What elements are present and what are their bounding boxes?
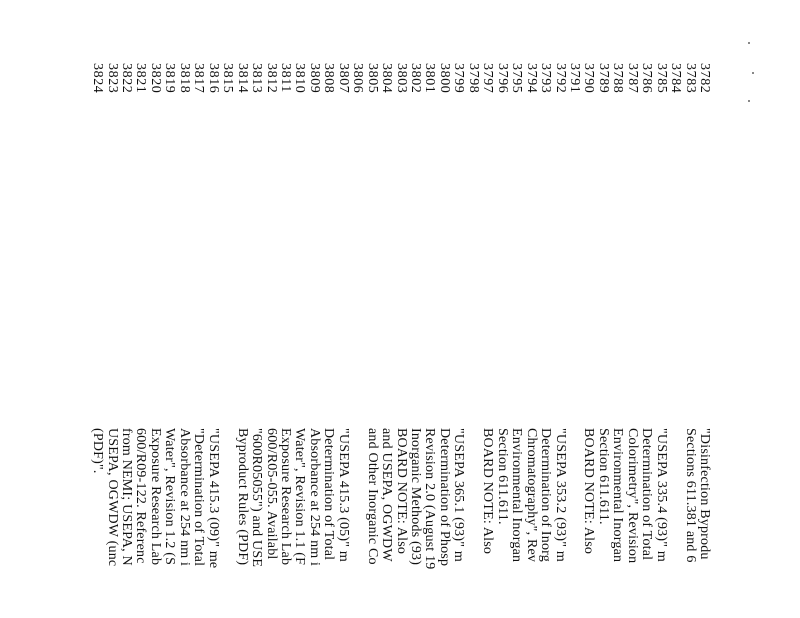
scan-speck — [752, 72, 754, 74]
text-line: Chromatography", Rev — [523, 428, 539, 563]
text-line: 600/R09-122. Referenc — [133, 428, 149, 564]
line-number: 3804 — [379, 63, 395, 94]
line-number: 3823 — [104, 63, 120, 94]
line-number: 3784 — [668, 63, 684, 94]
text-line: Environmental Inorgan — [509, 428, 525, 563]
line-number: 3801 — [422, 63, 438, 94]
line-number: 3808 — [321, 63, 337, 94]
text-line: "USEPA 365.1 (93)" m — [451, 428, 467, 562]
text-line: and USEPA, OGWDW — [379, 428, 395, 562]
text-line: Absorbance at 254 nm i — [176, 428, 192, 567]
text-line: "USEPA 353.2 (93)" m — [552, 428, 568, 562]
scan-speck — [748, 42, 750, 44]
line-number: 3809 — [306, 63, 322, 94]
line-number: 3818 — [176, 63, 192, 94]
line-number: 3821 — [133, 63, 149, 94]
text-line: Determination of Inorg — [538, 428, 554, 562]
line-number: 3824 — [90, 63, 106, 94]
line-number: 3794 — [523, 63, 539, 94]
line-number: 3782 — [697, 63, 712, 94]
text-line: "600R05055") and USE — [249, 428, 265, 568]
line-number: 3795 — [509, 63, 525, 94]
line-number: 3813 — [249, 63, 265, 94]
line-number: 3800 — [436, 63, 452, 94]
line-number: 3806 — [350, 63, 366, 94]
text-line: 600/R05-055. Availabl — [263, 428, 279, 560]
text-line: Determination of Total — [639, 428, 655, 561]
line-number: 3790 — [581, 63, 597, 94]
text-line: Byproduct Rules (PDF) — [234, 428, 250, 566]
line-number: 3817 — [191, 63, 207, 94]
text-line: (PDF)". — [90, 428, 106, 474]
line-number: 3793 — [538, 63, 554, 94]
text-line: Determination of Phosp — [436, 428, 452, 567]
text-line: "Disinfection Byprodu — [697, 428, 712, 560]
text-line: and Other Inorganic Co — [364, 428, 380, 565]
line-number: 3797 — [480, 63, 496, 94]
scan-speck — [748, 100, 750, 102]
text-line: from NEMI; USEPA, N — [119, 428, 134, 566]
text-line: "Determination of Total — [191, 428, 207, 567]
line-number: 3812 — [263, 63, 279, 94]
text-line: Sections 611.381 and 6 — [682, 428, 698, 563]
text-line: BOARD NOTE: Also — [480, 428, 496, 555]
text-line: "USEPA 335.4 (93)" m — [653, 428, 669, 562]
line-number: 3802 — [408, 63, 423, 94]
line-number: 3816 — [205, 63, 221, 94]
line-number: 3786 — [639, 63, 655, 94]
text-line: Environmental Inorgan — [610, 428, 626, 563]
line-number: 3805 — [364, 63, 380, 94]
text-line: Colorimetry", Revision — [624, 428, 640, 564]
line-number: 3792 — [552, 63, 568, 94]
text-line: BOARD NOTE: Also — [393, 428, 409, 555]
line-number: 3810 — [292, 63, 308, 94]
line-number: 3787 — [624, 63, 640, 94]
text-line: "USEPA 415.3 (09)" me — [205, 428, 221, 569]
line-number: 3785 — [653, 63, 669, 94]
line-number: 3783 — [682, 63, 698, 94]
line-number: 3807 — [335, 63, 351, 94]
text-line: Exposure Research Lab — [147, 428, 163, 566]
text-line: BOARD NOTE: Also — [581, 428, 597, 555]
line-number: 3815 — [220, 63, 236, 94]
text-line: USEPA, OGWDW (unc — [104, 428, 120, 567]
line-number: 3819 — [162, 63, 178, 94]
line-number: 3788 — [610, 63, 626, 94]
text-line: Determination of Total — [321, 428, 337, 561]
text-line: Section 611.611. — [494, 428, 510, 525]
line-number: 3796 — [494, 63, 510, 94]
text-line: Water", Revision 1.1 (F — [292, 428, 308, 566]
text-line: Inorganic Methods (93) — [408, 428, 423, 566]
text-line: Section 611.611. — [595, 428, 611, 525]
text-line: Absorbance at 254 nm i — [306, 428, 322, 567]
line-number: 3811 — [277, 63, 293, 93]
line-number: 3789 — [595, 63, 611, 94]
line-number: 3799 — [451, 63, 467, 94]
line-number: 3822 — [119, 63, 134, 94]
text-line: Revision 2.0 (August 19 — [422, 428, 438, 570]
line-number: 3791 — [566, 63, 582, 94]
text-line: Water", Revision 1.2 (S — [162, 428, 178, 566]
line-number: 3798 — [465, 63, 481, 94]
text-line: Exposure Research Lab — [277, 428, 293, 566]
line-number: 3820 — [147, 63, 163, 94]
line-number: 3814 — [234, 63, 250, 94]
text-line: "USEPA 415.3 (05)" m — [335, 428, 351, 562]
line-number: 3803 — [393, 63, 409, 94]
